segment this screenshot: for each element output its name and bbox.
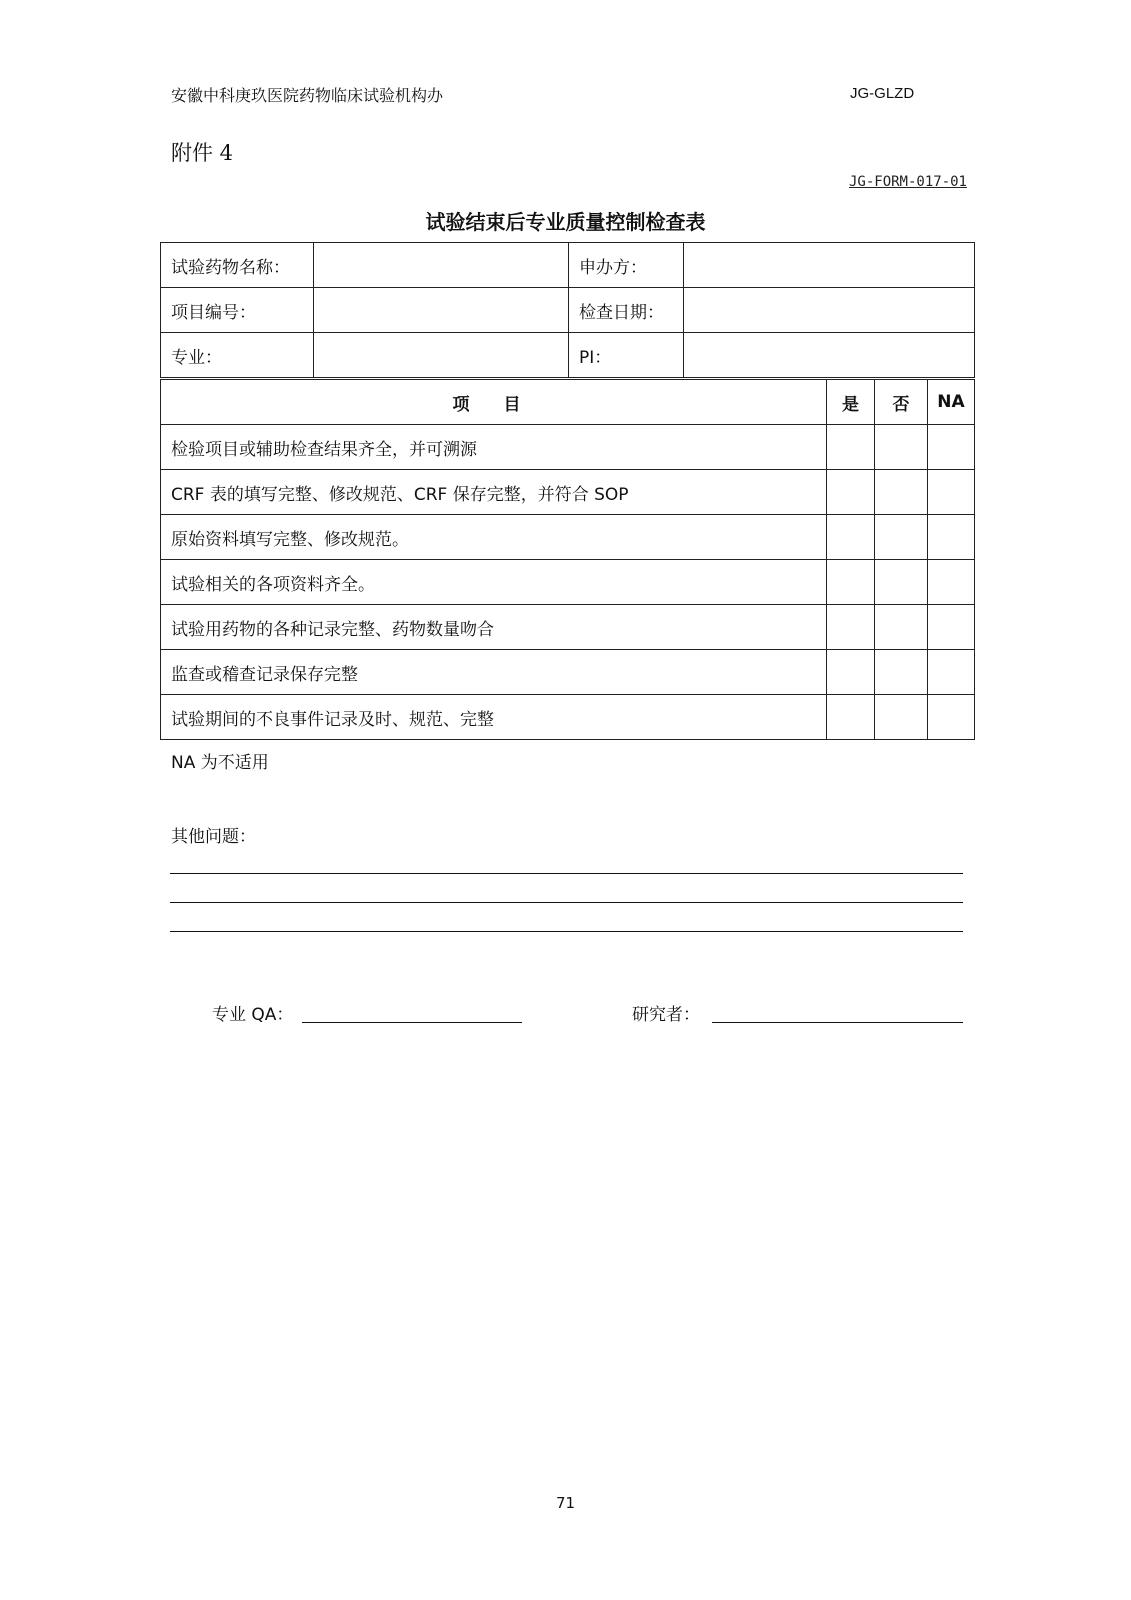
info-row	[161, 333, 975, 378]
check-date-label: 检查日期：	[569, 288, 684, 333]
info-table	[160, 242, 975, 378]
yes-checkbox[interactable]	[827, 515, 875, 560]
na-checkbox[interactable]	[928, 425, 975, 470]
checklist-row	[161, 425, 975, 470]
checklist-row	[161, 695, 975, 740]
info-row	[161, 288, 975, 333]
checklist-item: 试验期间的不良事件记录及时、规范、完整	[161, 695, 827, 740]
na-note: NA 为不适用	[171, 753, 269, 773]
pi-label: PI：	[569, 333, 684, 378]
checklist-row	[161, 560, 975, 605]
checklist-item: 原始资料填写完整、修改规范。	[161, 515, 827, 560]
na-checkbox[interactable]	[928, 560, 975, 605]
page-number: 71	[555, 1494, 576, 1512]
no-checkbox[interactable]	[875, 560, 928, 605]
project-no-label: 项目编号：	[161, 288, 314, 333]
yes-checkbox[interactable]	[827, 560, 875, 605]
yes-checkbox[interactable]	[827, 425, 875, 470]
other-issues-line[interactable]	[170, 931, 963, 932]
no-checkbox[interactable]	[875, 425, 928, 470]
other-issues-label: 其他问题：	[171, 827, 256, 847]
qa-signature-line[interactable]	[302, 1022, 522, 1023]
sponsor-label: 申办方：	[569, 243, 684, 288]
na-checkbox[interactable]	[928, 515, 975, 560]
qa-signature-label: 专业 QA：	[212, 1005, 294, 1025]
no-checkbox[interactable]	[875, 515, 928, 560]
specialty-label: 专业：	[161, 333, 314, 378]
checklist-item: 监查或稽查记录保存完整	[161, 650, 827, 695]
checklist-item: CRF 表的填写完整、修改规范、CRF 保存完整，并符合 SOP	[161, 470, 827, 515]
checklist-row	[161, 605, 975, 650]
checklist-item: 检验项目或辅助检查结果齐全，并可溯源	[161, 425, 827, 470]
no-checkbox[interactable]	[875, 470, 928, 515]
info-row	[161, 243, 975, 288]
na-checkbox[interactable]	[928, 470, 975, 515]
project-no-field[interactable]	[314, 288, 569, 333]
checklist-item: 试验用药物的各种记录完整、药物数量吻合	[161, 605, 827, 650]
yes-checkbox[interactable]	[827, 605, 875, 650]
na-header: NA	[928, 380, 975, 425]
checklist-row	[161, 515, 975, 560]
yes-checkbox[interactable]	[827, 650, 875, 695]
check-date-field[interactable]	[684, 288, 975, 333]
no-checkbox[interactable]	[875, 605, 928, 650]
na-checkbox[interactable]	[928, 605, 975, 650]
other-issues-line[interactable]	[170, 902, 963, 903]
drug-name-field[interactable]	[314, 243, 569, 288]
other-issues-line[interactable]	[170, 873, 963, 874]
drug-name-label: 试验药物名称：	[161, 243, 314, 288]
checklist-header-row	[161, 380, 975, 425]
researcher-signature-label: 研究者：	[632, 1005, 700, 1025]
no-checkbox[interactable]	[875, 695, 928, 740]
checklist-table	[160, 379, 975, 740]
yes-checkbox[interactable]	[827, 695, 875, 740]
na-checkbox[interactable]	[928, 695, 975, 740]
form-title: 试验结束后专业质量控制检查表	[425, 210, 706, 234]
researcher-signature-line[interactable]	[712, 1022, 963, 1023]
checklist-row	[161, 470, 975, 515]
yes-header: 是	[827, 380, 875, 425]
header-institution: 安徽中科庚玖医院药物临床试验机构办	[171, 86, 444, 105]
yes-checkbox[interactable]	[827, 470, 875, 515]
na-checkbox[interactable]	[928, 650, 975, 695]
no-header: 否	[875, 380, 928, 425]
header-code: JG-GLZD	[850, 85, 915, 102]
checklist-item: 试验相关的各项资料齐全。	[161, 560, 827, 605]
sponsor-field[interactable]	[684, 243, 975, 288]
no-checkbox[interactable]	[875, 650, 928, 695]
pi-field[interactable]	[684, 333, 975, 378]
attachment-label: 附件 4	[171, 141, 234, 165]
specialty-field[interactable]	[314, 333, 569, 378]
item-header: 项 目	[161, 380, 827, 425]
checklist-row	[161, 650, 975, 695]
form-code: JG-FORM-017-01	[848, 174, 967, 190]
